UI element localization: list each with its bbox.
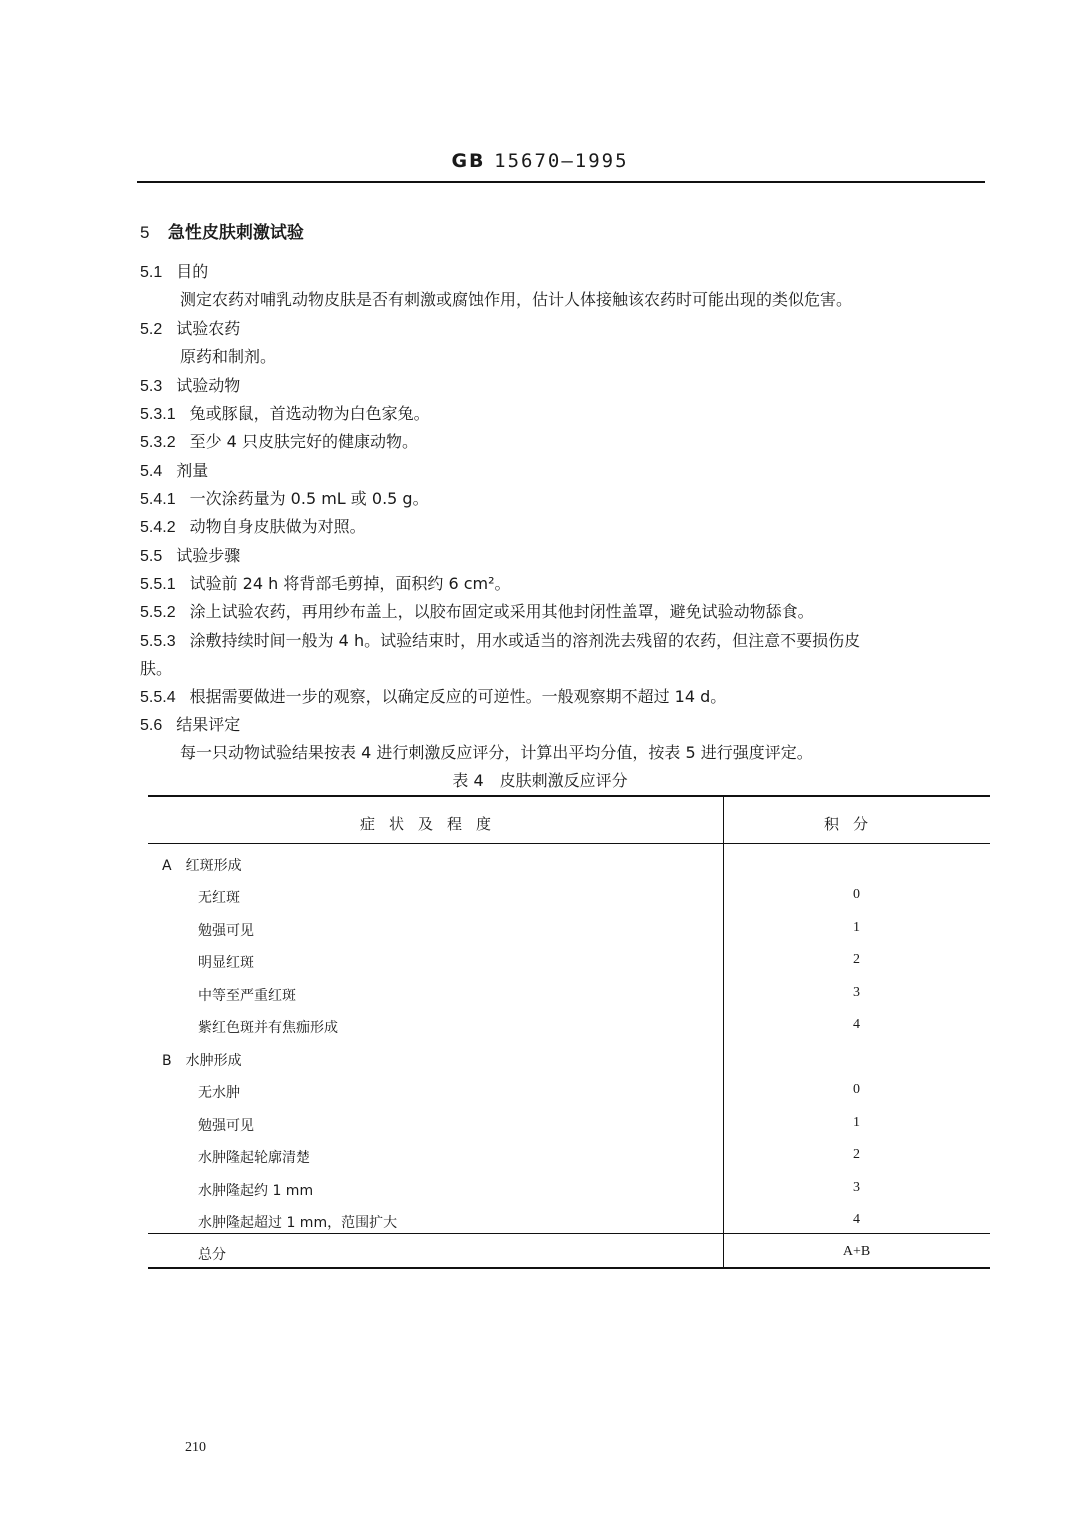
clause-5-5-2: 5.5.2 涂上试验农药，再用纱布盖上，以胶布固定或采用其他封闭性盖罩，避免试验动物舔食。 bbox=[140, 602, 814, 621]
score-table bbox=[148, 795, 990, 1269]
header-score: 积分 bbox=[824, 815, 883, 833]
table-row: B 水肿形成 bbox=[162, 1053, 242, 1069]
total-label: 总分 bbox=[198, 1247, 226, 1263]
clause-5-1: 5.1 目的 bbox=[140, 262, 209, 281]
clause-5-3-2: 5.3.2 至少 4 只皮肤完好的健康动物。 bbox=[140, 432, 418, 451]
table-row: 勉强可见 1 bbox=[198, 920, 860, 939]
clause-5-3-1: 5.3.1 兔或豚鼠，首选动物为白色家兔。 bbox=[140, 404, 430, 423]
section-title bbox=[140, 218, 304, 243]
clause-5-5-3: 5.5.3 涂敷持续时间一般为 4 h。试验结束时，用水或适当的溶剂洗去残留的农药，但注意不要损伤皮 bbox=[140, 631, 861, 650]
clause-5-5-4: 5.5.4 根据需要做进一步的观察，以确定反应的可逆性。一般观察期不超过 14 d。 bbox=[140, 687, 727, 706]
clause-5-6-text: 每一只动物试验结果按表 4 进行刺激反应评分，计算出平均分值，按表 5 进行强度评定。 bbox=[180, 743, 813, 762]
standard-header bbox=[0, 150, 1080, 172]
clause-5-2-text: 原药和制剂。 bbox=[180, 347, 277, 366]
header-symptom: 症状及程度 bbox=[360, 815, 506, 833]
table-row: 明显红斑 2 bbox=[198, 952, 860, 971]
clause-5-1-text: 测定农药对哺乳动物皮肤是否有刺激或腐蚀作用，估计人体接触该农药时可能出现的类似危害。 bbox=[180, 290, 853, 309]
table-row: 水肿隆起轮廓清楚 2 bbox=[198, 1147, 860, 1166]
clause-5-5-1: 5.5.1 试验前 24 h 将背部毛剪掉，面积约 6 cm²。 bbox=[140, 574, 511, 593]
header-rule bbox=[137, 181, 985, 183]
table-caption: 表 4 皮肤刺激反应评分 bbox=[452, 771, 628, 790]
section-number: 5 bbox=[140, 223, 150, 242]
clause-5-4: 5.4 剂量 bbox=[140, 461, 209, 480]
table-row: 无红斑 0 bbox=[198, 887, 860, 906]
table-row: 紫红色斑并有焦痂形成 4 bbox=[198, 1017, 860, 1036]
standard-number: 15670—1995 bbox=[494, 150, 629, 172]
table-row: A 红斑形成 bbox=[162, 858, 242, 874]
table-row: 水肿隆起约 1 mm 3 bbox=[198, 1180, 860, 1199]
table-top-rule bbox=[148, 795, 990, 797]
clause-5-4-2: 5.4.2 动物自身皮肤做为对照。 bbox=[140, 517, 366, 536]
table-row: 勉强可见 1 bbox=[198, 1115, 860, 1134]
clause-5-4-1: 5.4.1 一次涂药量为 0.5 mL 或 0.5 g。 bbox=[140, 489, 429, 508]
table-header-rule bbox=[148, 843, 990, 844]
clause-5-5-3-cont: 肤。 bbox=[140, 659, 173, 678]
clause-5-6: 5.6 结果评定 bbox=[140, 715, 241, 734]
table-total-row bbox=[148, 1236, 990, 1268]
table-row: 中等至严重红斑 3 bbox=[198, 985, 860, 1004]
clause-5-3: 5.3 试验动物 bbox=[140, 376, 241, 395]
standard-prefix: GB bbox=[451, 150, 486, 172]
table-row: 水肿隆起超过 1 mm，范围扩大 4 bbox=[198, 1212, 860, 1231]
total-score: A+B bbox=[842, 1244, 871, 1259]
section-title-text: 急性皮肤刺激试验 bbox=[167, 223, 304, 243]
clause-5-5: 5.5 试验步骤 bbox=[140, 546, 241, 565]
table-row: 无水肿 0 bbox=[198, 1082, 860, 1101]
clause-5-2: 5.2 试验农药 bbox=[140, 319, 241, 338]
page-number: 210 bbox=[185, 1440, 206, 1455]
